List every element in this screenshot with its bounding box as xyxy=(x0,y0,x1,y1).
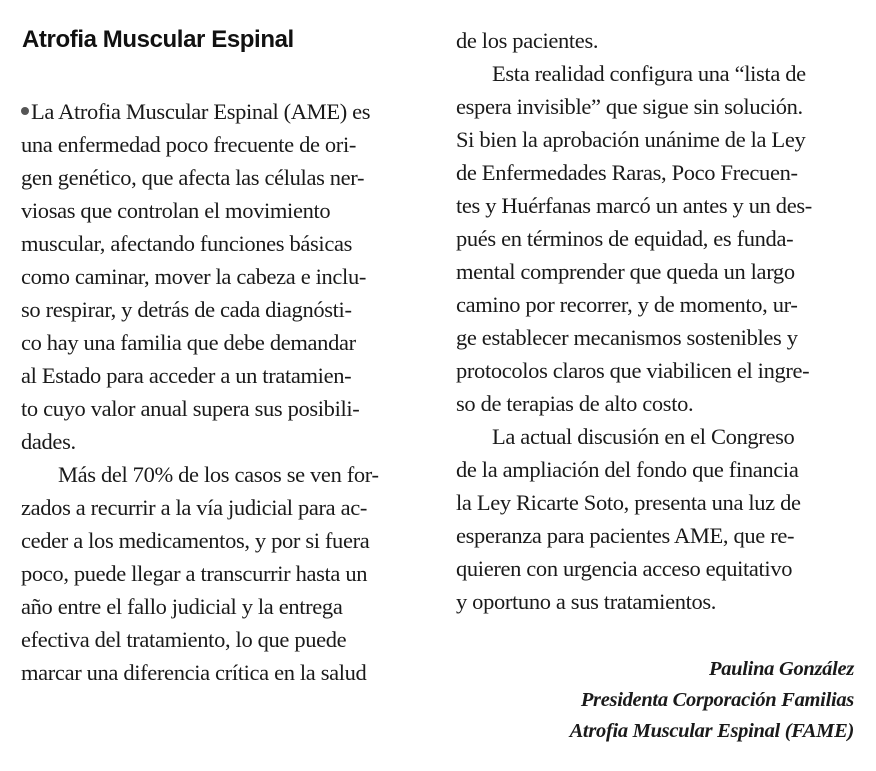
body-line: esperanza para pacientes AME, que re- xyxy=(456,523,795,548)
body-line: de Enfermedades Raras, Poco Frecuen- xyxy=(456,160,798,185)
body-line: al Estado para acceder a un tratamien- xyxy=(21,363,352,388)
body-line: so respirar, y detrás de cada diagnósti- xyxy=(21,297,352,322)
body-line: Si bien la aprobación unánime de la Ley xyxy=(456,127,806,152)
article-headline: Atrofia Muscular Espinal xyxy=(22,26,294,53)
body-line: Esta realidad configura una “lista de xyxy=(492,61,806,86)
body-line: de los pacientes. xyxy=(456,28,599,53)
body-line: mental comprender que queda un largo xyxy=(456,259,795,284)
body-line: como caminar, mover la cabeza e inclu- xyxy=(21,264,366,289)
signature-org: Atrofia Muscular Espinal (FAME) xyxy=(569,720,854,742)
body-line: año entre el fallo judicial y la entrega xyxy=(21,594,343,619)
body-line: ceder a los medicamentos, y por si fuera xyxy=(21,528,370,553)
body-line: la Ley Ricarte Soto, presenta una luz de xyxy=(456,490,801,515)
body-line: so de terapias de alto costo. xyxy=(456,391,694,416)
body-line: espera invisible” que sigue sin solución. xyxy=(456,94,803,119)
body-line: dades. xyxy=(21,429,76,454)
body-line: co hay una familia que debe demandar xyxy=(21,330,356,355)
signature-title: Presidenta Corporación Familias xyxy=(580,689,854,711)
body-line: zados a recurrir a la vía judicial para ac- xyxy=(21,495,367,520)
body-line: efectiva del tratamiento, lo que puede xyxy=(21,627,347,652)
body-line: La Atrofia Muscular Espinal (AME) es xyxy=(21,95,370,128)
body-line: una enfermedad poco frecuente de ori- xyxy=(21,132,356,157)
body-line: protocolos claros que viabilicen el ingre- xyxy=(456,358,810,383)
body-line: y oportuno a sus tratamientos. xyxy=(456,589,717,614)
body-line: quieren con urgencia acceso equitativo xyxy=(456,556,793,581)
signature-name: Paulina González xyxy=(709,658,854,680)
body-line: gen genético, que afecta las células ner- xyxy=(21,165,365,190)
body-line: muscular, afectando funciones básicas xyxy=(21,231,353,256)
body-line: tes y Huérfanas marcó un antes y un des- xyxy=(456,193,812,218)
body-line: poco, puede llegar a transcurrir hasta un xyxy=(21,561,368,586)
body-line: Más del 70% de los casos se ven for- xyxy=(58,462,379,487)
body-line: camino por recorrer, y de momento, ur- xyxy=(456,292,798,317)
bullet-icon xyxy=(21,107,29,115)
body-line: pués en términos de equidad, es funda- xyxy=(456,226,794,251)
body-line: La actual discusión en el Congreso xyxy=(492,424,795,449)
body-line: ge establecer mecanismos sostenibles y xyxy=(456,325,798,350)
body-line: de la ampliación del fondo que financia xyxy=(456,457,799,482)
body-line: to cuyo valor anual supera sus posibili- xyxy=(21,396,360,421)
body-line: marcar una diferencia crítica en la salud xyxy=(21,660,367,685)
body-line: viosas que controlan el movimiento xyxy=(21,198,331,223)
